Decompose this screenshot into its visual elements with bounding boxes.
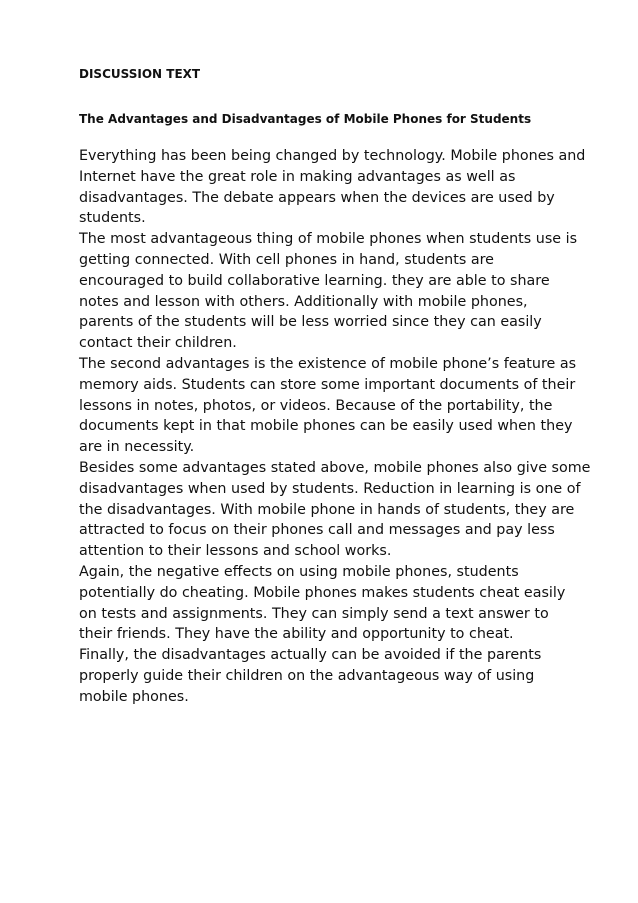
text-line: disadvantages. The debate appears when the devices are used by: [79, 189, 555, 206]
text-line: Again, the negative effects on using mobile phones, students: [79, 563, 519, 580]
text-line: Finally, the disadvantages actually can be avoided if the parents: [79, 647, 542, 664]
document-body: [79, 146, 591, 708]
text-line: properly guide their children on the advantageous way of using: [79, 667, 535, 684]
text-line: encouraged to build collaborative learning. they are able to share: [79, 272, 550, 289]
document-label: DISCUSSION TEXT: [79, 67, 201, 81]
text-line: potentially do cheating. Mobile phones makes students cheat easily: [79, 584, 566, 601]
text-line: getting connected. With cell phones in hand, students are: [79, 251, 494, 268]
text-line: contact their children.: [79, 335, 237, 352]
text-line: The most advantageous thing of mobile phones when students use is: [79, 231, 578, 248]
text-line: their friends. They have the ability and opportunity to cheat.: [79, 626, 514, 643]
text-line: Besides some advantages stated above, mobile phones also give some: [79, 459, 591, 476]
text-line: parents of the students will be less worried since they can easily: [79, 314, 542, 331]
text-line: lessons in notes, photos, or videos. Because of the portability, the: [79, 397, 553, 414]
text-line: memory aids. Students can store some important documents of their: [79, 376, 576, 393]
text-line: the disadvantages. With mobile phone in hands of students, they are: [79, 501, 575, 518]
text-line: notes and lesson with others. Additionally with mobile phones,: [79, 293, 528, 310]
text-line: The second advantages is the existence of mobile phone’s feature as: [79, 355, 577, 372]
text-line: Internet have the great role in making advantages as well as: [79, 168, 516, 185]
text-line: disadvantages when used by students. Reduction in learning is one of: [79, 480, 581, 497]
text-line: documents kept in that mobile phones can be easily used when they: [79, 418, 573, 435]
text-line: attention to their lessons and school works.: [79, 543, 392, 560]
text-line: attracted to focus on their phones call and messages and pay less: [79, 522, 555, 539]
document-title: The Advantages and Disadvantages of Mobile Phones for Students: [79, 112, 532, 126]
text-line: students.: [79, 210, 146, 227]
text-line: Everything has been being changed by technology. Mobile phones and: [79, 148, 586, 164]
text-line: are in necessity.: [79, 439, 195, 456]
text-line: mobile phones.: [79, 688, 189, 705]
text-line: on tests and assignments. They can simply send a text answer to: [79, 605, 549, 622]
